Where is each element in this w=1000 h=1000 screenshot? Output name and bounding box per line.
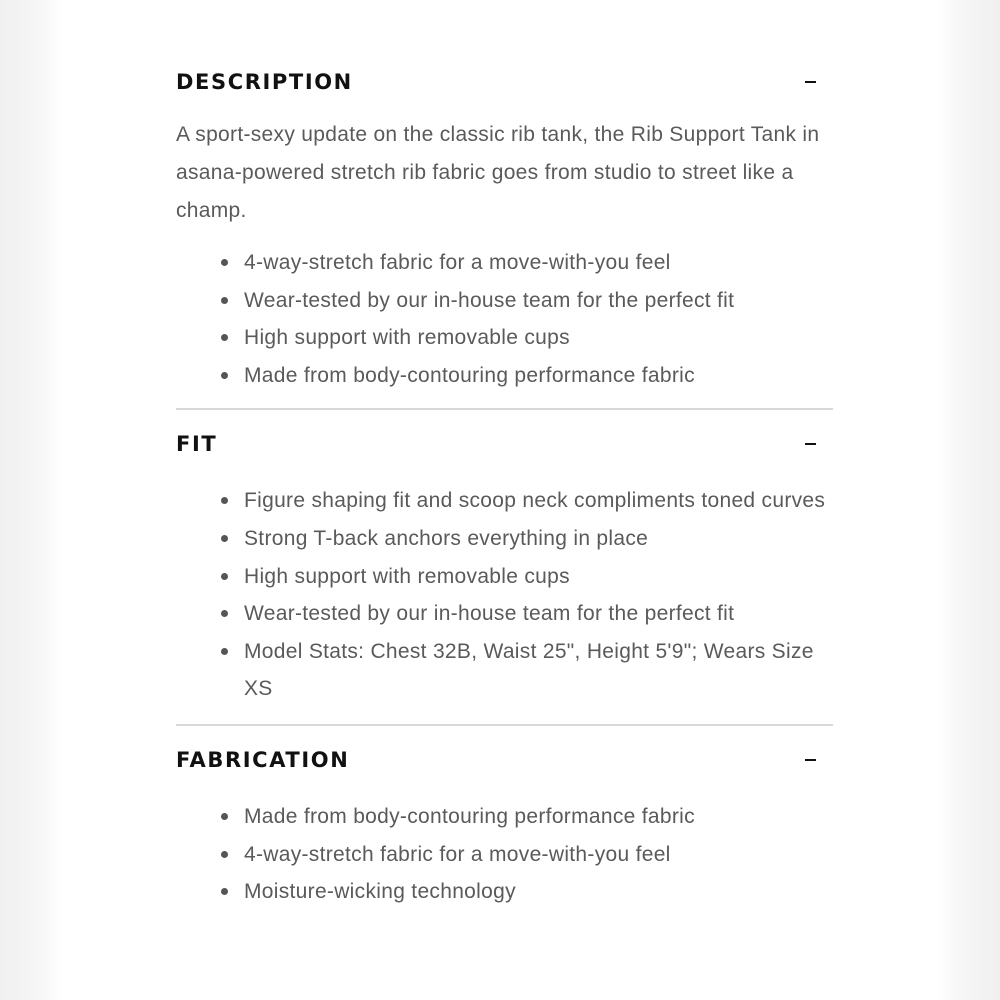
description-header[interactable] — [176, 60, 833, 104]
collapse-minus-icon[interactable] — [799, 749, 821, 771]
left-edge-shade — [0, 0, 62, 1000]
description-title: DESCRIPTION — [176, 70, 353, 94]
fabrication-bullet-list — [176, 798, 833, 911]
list-item: Figure shaping fit and scoop neck compliments toned curves — [244, 482, 833, 520]
fit-title: FIT — [176, 432, 218, 457]
list-item: Moisture-wicking technology — [244, 873, 833, 911]
description-bullet-list — [176, 244, 833, 394]
fabrication-title: FABRICATION — [176, 747, 350, 772]
collapse-minus-icon[interactable] — [799, 71, 821, 93]
fit-header[interactable] — [176, 422, 833, 466]
fit-section — [176, 422, 833, 708]
collapse-minus-icon[interactable] — [799, 433, 821, 455]
list-item: Wear-tested by our in-house team for the perfect fit — [244, 595, 833, 633]
list-item: Wear-tested by our in-house team for the perfect fit — [244, 282, 833, 320]
list-item: Model Stats: Chest 32B, Waist 25", Height 5'9"; Wears Size XS — [244, 633, 833, 708]
product-details-accordion — [176, 60, 833, 911]
description-section — [176, 60, 833, 394]
list-item: 4-way-stretch fabric for a move-with-you feel — [244, 836, 833, 874]
list-item: High support with removable cups — [244, 319, 833, 357]
list-item: Strong T-back anchors everything in place — [244, 520, 833, 558]
description-paragraph: A sport-sexy update on the classic rib tank, the Rib Support Tank in asana-powered stretch rib fabric goes from studio to street like a champ. — [176, 123, 820, 222]
right-edge-shade — [938, 0, 1000, 1000]
section-divider — [176, 408, 833, 410]
fit-bullet-list — [176, 482, 833, 708]
fabrication-section — [176, 738, 833, 911]
fabrication-header[interactable] — [176, 738, 833, 782]
list-item: Made from body-contouring performance fabric — [244, 357, 833, 395]
list-item: 4-way-stretch fabric for a move-with-you feel — [244, 244, 833, 282]
section-divider — [176, 724, 833, 726]
list-item: Made from body-contouring performance fabric — [244, 798, 833, 836]
list-item: High support with removable cups — [244, 558, 833, 596]
